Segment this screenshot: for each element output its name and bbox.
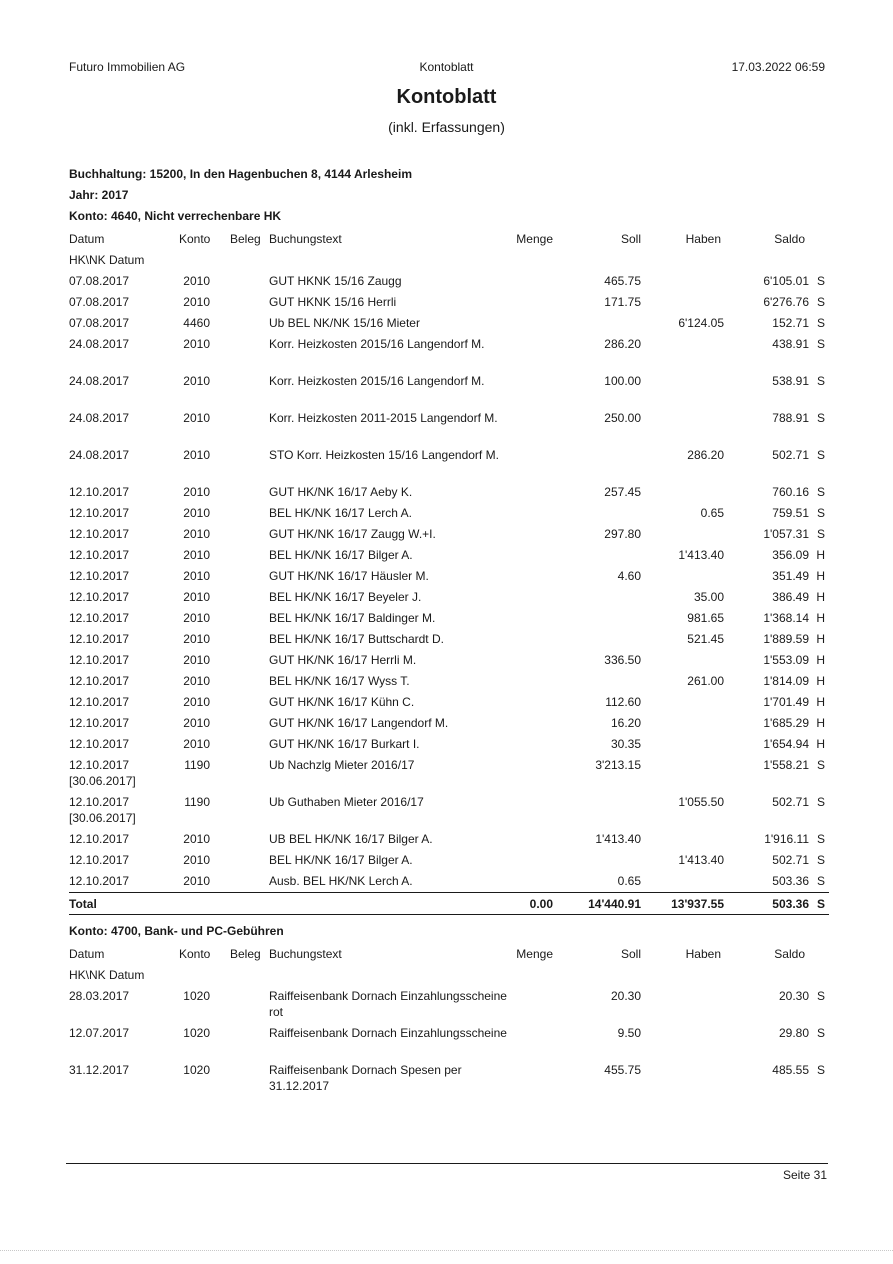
cell-haben: 6'124.05 — [678, 316, 724, 330]
cell-soll-haben-flag: H — [816, 548, 825, 562]
cell-saldo: 1'558.21 — [763, 758, 809, 772]
cell-soll-haben-flag: S — [816, 448, 825, 462]
cell-buchungstext: BEL HK/NK 16/17 Lerch A. — [269, 506, 412, 520]
col-haben: Haben — [685, 232, 721, 246]
cell-buchungstext: Raiffeisenbank Dornach Spesen per 31.12.2017 — [269, 1063, 462, 1093]
cell-soll-haben-flag: H — [816, 590, 825, 604]
cell-konto: 2010 — [183, 569, 210, 583]
cell-konto: 2010 — [183, 548, 210, 562]
cell-soll-haben-flag: S — [816, 316, 825, 330]
cell-datum: 12.10.2017 — [69, 611, 130, 625]
cell-saldo: 1'701.49 — [763, 695, 809, 709]
cell-haben: 1'055.50 — [678, 795, 724, 809]
cell-datum: 12.10.2017 — [69, 832, 130, 846]
cell-soll: 20.30 — [610, 989, 641, 1003]
cell-saldo: 438.91 — [772, 337, 809, 351]
cell-saldo: 1'057.31 — [763, 527, 809, 541]
cell-saldo: 386.49 — [772, 590, 809, 604]
cell-datum: 24.08.2017 — [69, 374, 130, 388]
col-buchungstext: Buchungstext — [269, 232, 342, 246]
cell-konto: 2010 — [183, 274, 210, 288]
column-header-row — [69, 227, 829, 248]
table-row — [69, 290, 829, 311]
cell-konto: 1190 — [184, 758, 210, 772]
cell-soll: 16.20 — [610, 716, 641, 730]
column-header-hk-row — [69, 963, 829, 984]
col-buchungstext: Buchungstext — [269, 947, 342, 961]
table-row — [69, 543, 829, 564]
cell-konto: 2010 — [183, 527, 210, 541]
cell-konto: 2010 — [183, 695, 210, 709]
cell-buchungstext: BEL HK/NK 16/17 Bilger A. — [269, 853, 413, 867]
cell-konto: 2010 — [183, 716, 210, 730]
cell-soll: 336.50 — [604, 653, 641, 667]
cell-datum-value: 12.10.2017 — [69, 795, 130, 809]
cell-datum: 12.10.2017 — [69, 653, 130, 667]
table-row — [69, 711, 829, 732]
total-sh: S — [816, 897, 825, 911]
cell-soll-haben-flag: S — [816, 527, 825, 541]
scan-edge — [0, 1250, 893, 1251]
table-row — [69, 753, 829, 790]
table-row — [69, 501, 829, 522]
cell-saldo: 538.91 — [772, 374, 809, 388]
cell-buchungstext: BEL HK/NK 16/17 Wyss T. — [269, 674, 410, 688]
cell-saldo: 1'685.29 — [763, 716, 809, 730]
cell-haben: 1'413.40 — [678, 853, 724, 867]
table-row — [69, 732, 829, 753]
cell-soll-haben-flag: S — [816, 506, 825, 520]
cell-soll: 250.00 — [604, 411, 641, 425]
table-row — [69, 269, 829, 290]
cell-saldo: 6'105.01 — [763, 274, 809, 288]
cell-saldo: 6'276.76 — [763, 295, 809, 309]
table-row — [69, 669, 829, 690]
cell-soll-haben-flag: H — [816, 632, 825, 646]
table-row — [69, 369, 829, 406]
cell-soll-haben-flag: S — [816, 337, 825, 351]
cell-saldo: 485.55 — [772, 1063, 809, 1077]
col-soll: Soll — [620, 947, 641, 961]
cell-konto: 2010 — [183, 448, 210, 462]
cell-buchungstext: BEL HK/NK 16/17 Buttschardt D. — [269, 632, 444, 646]
cell-buchungstext: Korr. Heizkosten 2015/16 Langendorf M. — [269, 374, 485, 388]
col-menge: Menge — [516, 232, 553, 246]
cell-soll: 257.45 — [604, 485, 641, 499]
cell-soll-haben-flag: H — [816, 716, 825, 730]
cell-datum: 24.08.2017 — [69, 448, 130, 462]
column-header-hk-row — [69, 248, 829, 269]
col-konto: Konto — [179, 947, 211, 961]
cell-buchungstext: Ausb. BEL HK/NK Lerch A. — [269, 874, 413, 888]
table-row — [69, 827, 829, 848]
page-subtitle: (inkl. Erfassungen) — [388, 119, 505, 135]
cell-haben: 981.65 — [687, 611, 724, 625]
cell-konto: 2010 — [183, 295, 210, 309]
cell-saldo: 20.30 — [778, 989, 809, 1003]
cell-soll-haben-flag: S — [816, 795, 825, 809]
cell-buchungstext: BEL HK/NK 16/17 Beyeler J. — [269, 590, 422, 604]
col-konto: Konto — [179, 232, 211, 246]
total-menge: 0.00 — [529, 897, 553, 911]
cell-datum: 07.08.2017 — [69, 295, 130, 309]
cell-buchungstext: Ub Nachzlg Mieter 2016/17 — [269, 758, 415, 772]
cell-hk-datum: [30.06.2017] — [69, 811, 136, 825]
cell-soll: 455.75 — [604, 1063, 641, 1077]
cell-datum: 12.10.2017 — [69, 569, 130, 583]
cell-datum: 07.08.2017 — [69, 316, 130, 330]
cell-datum: 12.10.2017 — [69, 853, 130, 867]
cell-datum: 12.10.2017 — [69, 674, 130, 688]
cell-soll: 30.35 — [610, 737, 641, 751]
cell-buchungstext: Korr. Heizkosten 2015/16 Langendorf M. — [269, 337, 485, 351]
cell-saldo: 1'368.14 — [763, 611, 809, 625]
buchhaltung-line: Buchhaltung: 15200, In den Hagenbuchen 8, 4144 Arlesheim — [69, 167, 412, 181]
cell-soll-haben-flag: S — [816, 853, 825, 867]
cell-datum-value: 12.10.2017 — [69, 758, 130, 772]
cell-soll: 0.65 — [617, 874, 641, 888]
cell-konto: 2010 — [183, 874, 210, 888]
cell-haben: 521.45 — [687, 632, 724, 646]
col-datum: Datum — [69, 232, 105, 246]
cell-datum: 12.10.2017 — [69, 590, 130, 604]
cell-datum: 12.10.2017 — [69, 695, 130, 709]
cell-soll-haben-flag: S — [816, 295, 825, 309]
cell-buchungstext: UB BEL HK/NK 16/17 Bilger A. — [269, 832, 433, 846]
cell-soll-haben-flag: S — [816, 989, 825, 1003]
table-row — [69, 1021, 829, 1058]
cell-konto: 2010 — [183, 653, 210, 667]
cell-datum: 12.10.2017 — [69, 485, 130, 499]
konto-1-rows — [69, 269, 829, 890]
cell-soll: 9.50 — [617, 1026, 641, 1040]
table-row — [69, 311, 829, 332]
cell-konto: 1020 — [183, 1026, 210, 1040]
cell-soll-haben-flag: S — [816, 832, 825, 846]
cell-datum: 12.10.2017 — [69, 506, 130, 520]
cell-konto: 2010 — [183, 632, 210, 646]
col-saldo: Saldo — [774, 947, 805, 961]
cell-soll: 297.80 — [604, 527, 641, 541]
cell-soll-haben-flag: S — [816, 1026, 825, 1040]
cell-soll-haben-flag: S — [816, 374, 825, 388]
cell-haben: 286.20 — [687, 448, 724, 462]
cell-konto: 2010 — [183, 485, 210, 499]
page-number: Seite 31 — [782, 1168, 827, 1182]
table-row — [69, 627, 829, 648]
cell-soll-haben-flag: H — [816, 611, 825, 625]
table-row — [69, 848, 829, 869]
cell-konto: 4460 — [183, 316, 210, 330]
cell-soll-haben-flag: S — [816, 874, 825, 888]
col-haben: Haben — [685, 947, 721, 961]
cell-konto: 2010 — [183, 674, 210, 688]
konto-heading: Konto: 4700, Bank- und PC-Gebühren — [69, 924, 284, 938]
table-row — [69, 564, 829, 585]
cell-haben: 1'413.40 — [678, 548, 724, 562]
col-beleg: Beleg — [230, 232, 261, 246]
cell-soll-haben-flag: H — [816, 569, 825, 583]
table-row — [69, 606, 829, 627]
cell-soll: 4.60 — [617, 569, 641, 583]
table-row — [69, 648, 829, 669]
cell-konto: 2010 — [183, 853, 210, 867]
table-row — [69, 406, 829, 443]
cell-datum: 12.10.2017 — [69, 737, 130, 751]
cell-buchungstext: GUT HKNK 15/16 Zaugg — [269, 274, 402, 288]
cell-konto: 2010 — [183, 611, 210, 625]
cell-saldo: 356.09 — [772, 548, 809, 562]
cell-datum — [69, 757, 136, 789]
cell-buchungstext: GUT HK/NK 16/17 Kühn C. — [269, 695, 415, 709]
table-row — [69, 690, 829, 711]
cell-buchungstext: Korr. Heizkosten 2011-2015 Langendorf M. — [269, 411, 498, 425]
cell-soll-haben-flag: S — [816, 758, 825, 772]
cell-saldo: 1'814.09 — [763, 674, 809, 688]
cell-buchungstext: STO Korr. Heizkosten 15/16 Langendorf M. — [269, 448, 499, 462]
page-title: Kontoblatt — [396, 86, 497, 108]
cell-buchungstext: GUT HK/NK 16/17 Häusler M. — [269, 569, 429, 583]
cell-konto: 1190 — [184, 795, 210, 809]
cell-soll: 286.20 — [604, 337, 641, 351]
cell-saldo: 1'654.94 — [763, 737, 809, 751]
cell-buchungstext: GUT HK/NK 16/17 Langendorf M. — [269, 716, 449, 730]
cell-konto: 2010 — [183, 374, 210, 388]
cell-soll-haben-flag: S — [816, 411, 825, 425]
cell-soll-haben-flag: H — [816, 737, 825, 751]
cell-saldo: 502.71 — [772, 448, 809, 462]
document-type: Kontoblatt — [419, 60, 474, 74]
cell-konto: 2010 — [183, 506, 210, 520]
cell-datum: 12.07.2017 — [69, 1026, 130, 1040]
cell-datum: 12.10.2017 — [69, 716, 130, 730]
cell-buchungstext: GUT HK/NK 16/17 Zaugg W.+I. — [269, 527, 436, 541]
cell-konto: 2010 — [183, 590, 210, 604]
table-row — [69, 790, 829, 827]
cell-saldo: 502.71 — [772, 853, 809, 867]
cell-konto: 2010 — [183, 832, 210, 846]
col-datum: Datum — [69, 947, 105, 961]
cell-datum: 28.03.2017 — [69, 989, 130, 1003]
cell-saldo: 29.80 — [778, 1026, 809, 1040]
cell-soll-haben-flag: H — [816, 674, 825, 688]
cell-soll: 465.75 — [604, 274, 641, 288]
cell-datum: 24.08.2017 — [69, 337, 130, 351]
col-beleg: Beleg — [230, 947, 261, 961]
cell-soll-haben-flag: H — [816, 695, 825, 709]
cell-saldo: 1'916.11 — [764, 832, 809, 846]
cell-datum: 12.10.2017 — [69, 632, 130, 646]
print-datetime: 17.03.2022 06:59 — [731, 60, 825, 74]
total-soll: 14'440.91 — [588, 897, 641, 911]
cell-saldo: 759.51 — [772, 506, 809, 520]
cell-saldo: 502.71 — [772, 795, 809, 809]
cell-hk-datum: [30.06.2017] — [69, 774, 136, 788]
cell-datum: 31.12.2017 — [69, 1063, 130, 1077]
cell-datum: 07.08.2017 — [69, 274, 130, 288]
cell-datum: 12.10.2017 — [69, 548, 130, 562]
total-row — [69, 892, 829, 915]
cell-buchungstext: Ub Guthaben Mieter 2016/17 — [269, 795, 424, 809]
company-name: Futuro Immobilien AG — [69, 60, 186, 74]
table-row — [69, 984, 829, 1021]
cell-saldo: 788.91 — [772, 411, 809, 425]
cell-saldo: 760.16 — [772, 485, 809, 499]
ledger-content — [69, 164, 829, 1095]
cell-buchungstext: Raiffeisenbank Dornach Einzahlungsscheine rot — [269, 989, 507, 1019]
cell-buchungstext: GUT HKNK 15/16 Herrli — [269, 295, 397, 309]
cell-datum: 12.10.2017 — [69, 527, 130, 541]
cell-soll: 1'413.40 — [595, 832, 641, 846]
cell-buchungstext: GUT HK/NK 16/17 Herrli M. — [269, 653, 417, 667]
footer-divider — [66, 1163, 828, 1164]
cell-buchungstext: GUT HK/NK 16/17 Burkart I. — [269, 737, 420, 751]
cell-saldo: 152.71 — [772, 316, 809, 330]
cell-soll: 100.00 — [604, 374, 641, 388]
column-header-row — [69, 942, 829, 963]
col-menge: Menge — [516, 947, 553, 961]
cell-buchungstext: GUT HK/NK 16/17 Aeby K. — [269, 485, 413, 499]
cell-buchungstext: BEL HK/NK 16/17 Baldinger M. — [269, 611, 436, 625]
cell-saldo: 1'889.59 — [763, 632, 809, 646]
total-saldo: 503.36 — [772, 897, 809, 911]
table-row — [69, 332, 829, 369]
col-saldo: Saldo — [774, 232, 805, 246]
cell-soll-haben-flag: H — [816, 653, 825, 667]
col-soll: Soll — [620, 232, 641, 246]
table-row — [69, 443, 829, 480]
table-row — [69, 585, 829, 606]
table-row — [69, 522, 829, 543]
cell-konto: 2010 — [183, 411, 210, 425]
cell-haben: 35.00 — [693, 590, 724, 604]
cell-soll-haben-flag: S — [816, 1063, 825, 1077]
cell-konto: 1020 — [183, 989, 210, 1003]
cell-datum: 24.08.2017 — [69, 411, 130, 425]
cell-konto: 1020 — [183, 1063, 210, 1077]
cell-haben: 0.65 — [700, 506, 724, 520]
cell-konto: 2010 — [183, 337, 210, 351]
cell-soll-haben-flag: S — [816, 274, 825, 288]
cell-datum — [69, 794, 136, 826]
cell-saldo: 503.36 — [772, 874, 809, 888]
cell-konto: 2010 — [183, 737, 210, 751]
cell-soll: 3'213.15 — [595, 758, 641, 772]
table-row — [69, 1058, 829, 1095]
col-hk-datum: HK\NK Datum — [69, 253, 145, 267]
jahr-line: Jahr: 2017 — [69, 188, 129, 202]
cell-soll: 112.60 — [605, 695, 641, 709]
cell-datum: 12.10.2017 — [69, 874, 130, 888]
cell-buchungstext: BEL HK/NK 16/17 Bilger A. — [269, 548, 413, 562]
table-row — [69, 480, 829, 501]
cell-buchungstext: Ub BEL NK/NK 15/16 Mieter — [269, 316, 420, 330]
konto-heading: Konto: 4640, Nicht verrechenbare HK — [69, 209, 282, 223]
table-row — [69, 869, 829, 890]
total-haben: 13'937.55 — [671, 897, 724, 911]
konto-2-rows — [69, 984, 829, 1095]
cell-soll: 171.75 — [604, 295, 641, 309]
cell-buchungstext: Raiffeisenbank Dornach Einzahlungsscheine — [269, 1026, 507, 1040]
cell-soll-haben-flag: S — [816, 485, 825, 499]
cell-saldo: 351.49 — [772, 569, 809, 583]
total-label: Total — [69, 897, 97, 911]
cell-saldo: 1'553.09 — [763, 653, 809, 667]
cell-haben: 261.00 — [687, 674, 724, 688]
col-hk-datum: HK\NK Datum — [69, 968, 145, 982]
